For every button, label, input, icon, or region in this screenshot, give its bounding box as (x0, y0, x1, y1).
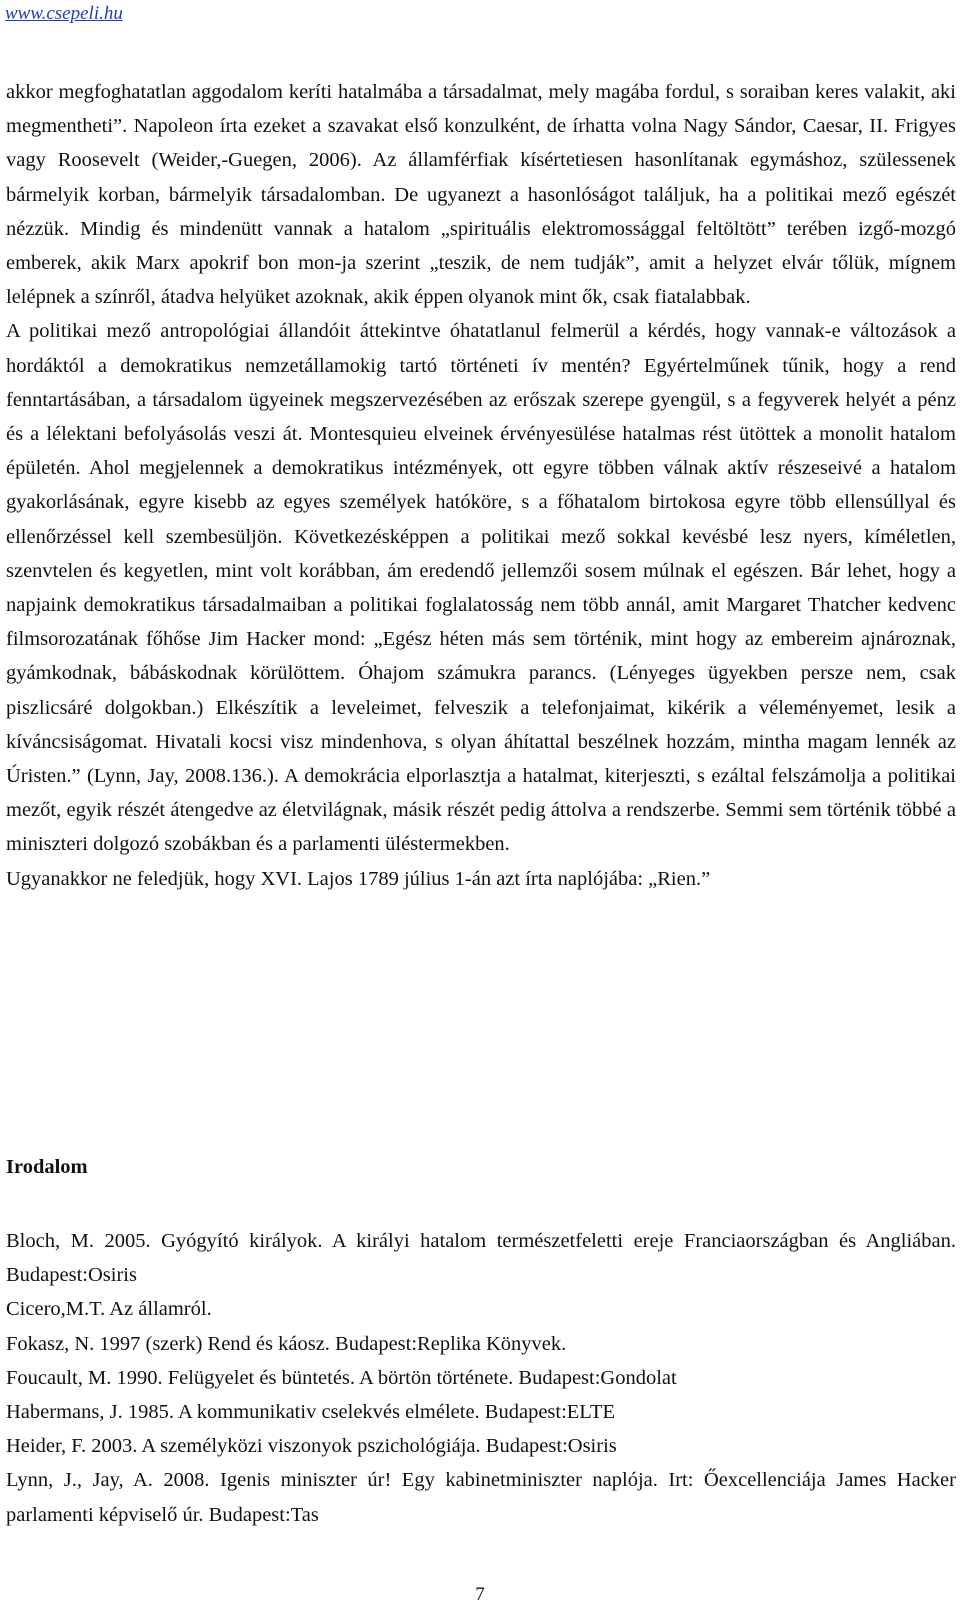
page-number: 7 (475, 1584, 485, 1605)
paragraph: akkor megfoghatatlan aggodalom keríti hatalmába a társadalmat, mely magába fordul, s soraiban keres valakit, aki megmentheti”. Napoleon írta ezeket a szavakat első konzulként, de írhatta volna Nagy Sándor, Caesar, II. Frigyes vagy Roosevelt (Weider,-Guegen, 2006). Az államférfiak kísértetiesen hasonlítanak egymáshoz, szülessenek bármelyik korban, bármelyik társadalomban. De ugyanezt a hasonlóságot találjuk, ha a politikai mező egészét nézzük. Mindig és mindenütt vannak a hatalom „spirituális elektromossággal feltöltött” terében izgő-mozgó emberek, akik Marx apokrif bon mon-ja szerint „teszik, de nem tudják”, amit a helyzet elvár tőlük, mígnem lelépnek a színről, átadva helyüket azoknak, akik éppen olyanok mint ők, csak fiatalabbak. (6, 81, 956, 309)
reference-item: Cicero,M.T. Az államról. (6, 1298, 212, 1321)
reference-item: Foucault, M. 1990. Felügyelet és büntetés. A börtön története. Budapest:Gondolat (6, 1366, 677, 1389)
site-link[interactable]: www.csepeli.hu (5, 3, 123, 24)
paragraph: Ugyanakkor ne feledjük, hogy XVI. Lajos 1789 július 1-án azt írta naplójába: „Rien.” (6, 867, 711, 890)
reference-item: Habermans, J. 1985. A kommunikativ cselekvés elmélete. Budapest:ELTE (6, 1401, 615, 1424)
body-text (6, 75, 956, 896)
reference-item: Heider, F. 2003. A személyközi viszonyok pszichológiája. Budapest:Osiris (6, 1435, 617, 1458)
paragraph: A politikai mező antropológiai állandóit áttekintve óhatatlanul felmerül a kérdés, hogy vannak-e változások a hordáktól a demokratikus nemzetállamokig tartó történeti ív mentén? Egyértelműnek tűnik, hogy a rend fenntartásában, a társadalom ügyeinek megszervezésében az erőszak szerepe gyengül, s a fegyverek helyét a pénz és a lélektani befolyásolás veszi át. Montesquieu elveinek érvényesülése hatalmas rést ütöttek a monolit hatalom épületén. Ahol megjelennek a demokratikus intézmények, ott egyre többen válnak aktív részeseivé a hatalom gyakorlásának, egyre kisebb az egyes személyek hatóköre, s a főhatalom birtokosa egyre több ellensúllyal és ellenőrzéssel kell szembesüljön. Következésképpen a politikai mező sokkal kevésbé lesz nyers, kíméletlen, szenvtelen és kegyetlen, mint volt korábban, ám eredendő jellemzői sosem múlnak el egészen. Bár lehet, hogy a napjaink demokratikus társadalmaiban a politikai foglalatosság nem több annál, amit Margaret Thatcher kedvenc filmsorozatának főhőse Jim Hacker mond: „Egész héten más sem történik, mint hogy az embereim ajnároznak, gyámkodnak, bábáskodnak körülöttem. Óhajom számukra parancs. (Lényeges ügyekben persze nem, csak piszlicsáré dolgokban.) Elkészítik a leveleimet, felveszik a telefonjaimat, kikérik a véleményemet, lesik a kíváncsiságomat. Hivatali kocsi visz mindenhova, s olyan áhítattal beszélnek hozzám, mintha magam lennék az Úristen.” (Lynn, Jay, 2008.136.). A demokrácia elporlasztja a hatalmat, kiterjeszti, s ezáltal felszámolja a politikai mezőt, egyik részét átengedve az életvilágnak, másik részét pedig áttolva a rendszerbe. Semmi sem történik többé a miniszteri dolgozó szobákban és a parlamenti üléstermekben. (6, 320, 956, 856)
reference-item: Fokasz, N. 1997 (szerk) Rend és káosz. Budapest:Replika Könyvek. (6, 1332, 567, 1355)
reference-item: Lynn, J., Jay, A. 2008. Igenis miniszter úr! Egy kabinetminiszter naplója. Irt: Őexcellenciája James Hacker parlamenti képviselő úr. Budapest:Tas (6, 1469, 956, 1526)
references-list (6, 1224, 956, 1532)
reference-item: Bloch, M. 2005. Gyógyító királyok. A királyi hatalom természetfeletti ereje Franciaországban és Angliában. Budapest:Osiris (6, 1230, 956, 1287)
references-heading: Irodalom (6, 1156, 88, 1178)
